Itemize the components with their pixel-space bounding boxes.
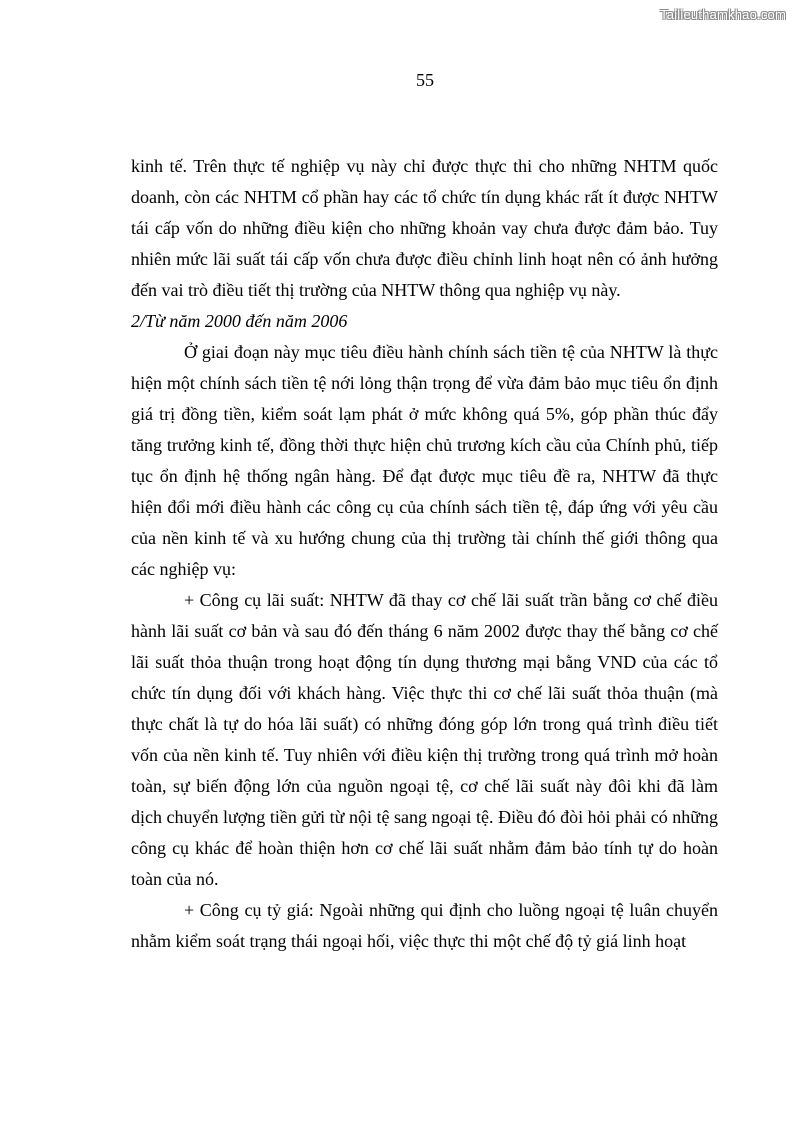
paragraph-exchange-rate-tool: + Công cụ tỷ giá: Ngoài những qui định cho luồng ngoại tệ luân chuyển nhằm kiểm soát trạng thái ngoại hối, việc thực thi một chế độ tỷ giá linh hoạt [131, 900, 718, 951]
document-body [131, 151, 718, 957]
paragraph-continuation: kinh tế. Trên thực tế nghiệp vụ này chỉ được thực thi cho những NHTM quốc doanh, còn các NHTM cổ phần hay các tổ chức tín dụng khác rất ít được NHTW tái cấp vốn do những điều kiện cho những khoản vay chưa được đảm bảo. Tuy nhiên mức lãi suất tái cấp vốn chưa được điều chỉnh linh hoạt nên có ảnh hưởng đến vai trò điều tiết thị trường của NHTW thông qua nghiệp vụ này. [131, 156, 718, 300]
paragraph-interest-rate-tool: + Công cụ lãi suất: NHTW đã thay cơ chế lãi suất trần bằng cơ chế điều hành lãi suất cơ bản và sau đó đến tháng 6 năm 2002 được thay thế bằng cơ chế lãi suất thỏa thuận trong hoạt động tín dụng thương mại bằng VND của các tổ chức tín dụng đối với khách hàng. Việc thực thi cơ chế lãi suất thỏa thuận (mà thực chất là tự do hóa lãi suất) có những đóng góp lớn trong quá trình điều tiết vốn của nền kinh tế. Tuy nhiên với điều kiện thị trường trong quá trình mở hoàn toàn, sự biến động lớn của nguồn ngoại tệ, cơ chế lãi suất này đôi khi đã làm dịch chuyển lượng tiền gửi từ nội tệ sang ngoại tệ. Điều đó đòi hỏi phải có những công cụ khác để hoàn thiện hơn cơ chế lãi suất nhằm đảm bảo tính tự do hoàn toàn của nó. [131, 590, 718, 889]
page-number: 55 [416, 70, 434, 90]
watermark: Tailieuthamkhao.com [660, 7, 786, 22]
section-heading: 2/Từ năm 2000 đến năm 2006 [131, 311, 348, 331]
paragraph-period-overview: Ở giai đoạn này mục tiêu điều hành chính sách tiền tệ của NHTW là thực hiện một chính sách tiền tệ nới lỏng thận trọng để vừa đảm bảo mục tiêu ổn định giá trị đồng tiền, kiểm soát lạm phát ở mức không quá 5%, góp phần thúc đẩy tăng trưởng kinh tế, đồng thời thực hiện chủ trương kích cầu của Chính phủ, tiếp tục ổn định hệ thống ngân hàng. Để đạt được mục tiêu đề ra, NHTW đã thực hiện đổi mới điều hành các công cụ của chính sách tiền tệ, đáp ứng với yêu cầu của nền kinh tế và xu hướng chung của thị trường tài chính thế giới thông qua các nghiệp vụ: [131, 342, 718, 579]
